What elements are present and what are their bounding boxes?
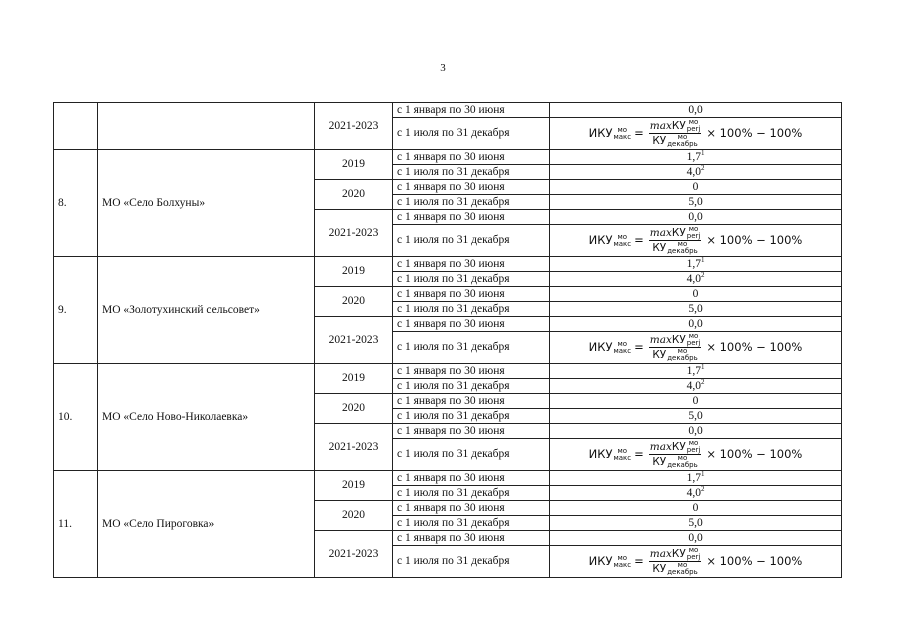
index-value: 5,0 bbox=[688, 302, 703, 315]
value-cell bbox=[550, 546, 842, 578]
formula-symbol-main: КУ bbox=[671, 120, 686, 132]
formula-symbol bbox=[650, 226, 701, 240]
formula-tail: × 100% − 100% bbox=[706, 340, 803, 354]
formula-symbol-main: КУ bbox=[671, 334, 686, 346]
index-value: 0,0 bbox=[688, 531, 703, 544]
index-value: 1,7 bbox=[686, 471, 701, 484]
formula-numerator bbox=[649, 333, 702, 347]
formula-superscript: мо bbox=[677, 240, 688, 248]
value-cell bbox=[550, 103, 842, 118]
tariff-index-table bbox=[53, 102, 842, 578]
formula-denominator bbox=[652, 134, 697, 148]
table-body bbox=[54, 103, 842, 578]
formula-indices bbox=[667, 241, 698, 255]
period-cell: с 1 июля по 31 декабря bbox=[393, 165, 550, 180]
formula-fraction bbox=[649, 547, 702, 576]
value-cell bbox=[550, 210, 842, 225]
footnote-ref: 2 bbox=[700, 378, 705, 386]
index-formula bbox=[589, 226, 803, 255]
formula-tail: × 100% − 100% bbox=[706, 447, 803, 461]
formula-subscript: perj bbox=[686, 446, 701, 454]
period-cell: с 1 июля по 31 декабря bbox=[393, 486, 550, 501]
year-cell: 2019 bbox=[315, 364, 393, 394]
table-row bbox=[54, 471, 842, 486]
formula-equals: = bbox=[634, 447, 644, 461]
formula-indices bbox=[613, 234, 631, 248]
formula-indices bbox=[613, 127, 631, 141]
formula-subscript: декабрь bbox=[667, 568, 698, 576]
value-cell bbox=[550, 195, 842, 210]
formula-max: max bbox=[649, 120, 672, 132]
index-formula bbox=[589, 333, 803, 362]
value-cell bbox=[550, 257, 842, 272]
formula-indices bbox=[613, 555, 631, 569]
period-cell: с 1 января по 30 июня bbox=[393, 471, 550, 486]
formula-symbol bbox=[652, 455, 697, 469]
formula-symbol bbox=[589, 555, 631, 569]
year-cell: 2020 bbox=[315, 501, 393, 531]
formula-subscript: perj bbox=[686, 232, 701, 240]
formula-numerator bbox=[649, 226, 702, 240]
period-cell: с 1 января по 30 июня bbox=[393, 103, 550, 118]
period-cell: с 1 января по 30 июня bbox=[393, 531, 550, 546]
year-cell: 2021-2023 bbox=[315, 424, 393, 471]
number-cell: 11. bbox=[54, 471, 98, 578]
formula-symbol bbox=[589, 448, 631, 462]
year-cell: 2021-2023 bbox=[315, 210, 393, 257]
period-cell: с 1 января по 30 июня bbox=[393, 150, 550, 165]
value-cell bbox=[550, 150, 842, 165]
index-value: 4,0 bbox=[686, 165, 701, 178]
index-value: 4,0 bbox=[686, 486, 701, 499]
formula-symbol bbox=[652, 134, 697, 148]
number-cell: 10. bbox=[54, 364, 98, 471]
formula-indices bbox=[667, 562, 698, 576]
formula-denominator bbox=[652, 455, 697, 469]
formula-superscript: мо bbox=[688, 546, 699, 554]
index-value: 0 bbox=[692, 394, 699, 407]
formula-symbol-main: ИКУ bbox=[588, 233, 613, 247]
formula-superscript: мо bbox=[688, 439, 699, 447]
period-cell: с 1 января по 30 июня bbox=[393, 317, 550, 332]
index-value: 0,0 bbox=[688, 103, 703, 116]
formula-indices bbox=[687, 333, 701, 347]
formula-indices bbox=[687, 547, 701, 561]
footnote-ref: 2 bbox=[700, 271, 705, 279]
index-value: 0,0 bbox=[688, 424, 703, 437]
year-cell: 2021-2023 bbox=[315, 531, 393, 578]
index-formula bbox=[589, 440, 803, 469]
value-cell bbox=[550, 439, 842, 471]
year-cell: 2021-2023 bbox=[315, 103, 393, 150]
municipality-cell: МО «Село Ново-Николаевка» bbox=[98, 364, 315, 471]
value-cell bbox=[550, 471, 842, 486]
period-cell: с 1 июля по 31 декабря bbox=[393, 272, 550, 287]
formula-superscript: мо bbox=[688, 225, 699, 233]
formula-indices bbox=[613, 341, 631, 355]
formula-equals: = bbox=[634, 233, 644, 247]
formula-symbol bbox=[589, 234, 631, 248]
value-cell bbox=[550, 165, 842, 180]
index-value: 5,0 bbox=[688, 195, 703, 208]
municipality-cell: МО «Село Болхуны» bbox=[98, 150, 315, 257]
index-value: 4,0 bbox=[686, 272, 701, 285]
formula-indices bbox=[687, 119, 701, 133]
municipality-cell: МО «Село Пироговка» bbox=[98, 471, 315, 578]
period-cell: с 1 июля по 31 декабря bbox=[393, 225, 550, 257]
value-cell bbox=[550, 486, 842, 501]
formula-tail: × 100% − 100% bbox=[706, 554, 803, 568]
formula-superscript: мо bbox=[617, 553, 628, 562]
formula-symbol bbox=[650, 547, 701, 561]
formula-subscript: декабрь bbox=[667, 461, 698, 469]
formula-superscript: мо bbox=[688, 332, 699, 340]
index-value: 0 bbox=[692, 180, 699, 193]
formula-subscript: perj bbox=[686, 125, 701, 133]
formula-symbol-main: КУ bbox=[671, 548, 686, 560]
formula-symbol-main: КУ bbox=[652, 242, 667, 254]
index-value: 0,0 bbox=[688, 317, 703, 330]
period-cell: с 1 июля по 31 декабря bbox=[393, 118, 550, 150]
period-cell: с 1 января по 30 июня bbox=[393, 210, 550, 225]
formula-tail: × 100% − 100% bbox=[706, 126, 803, 140]
year-cell: 2020 bbox=[315, 180, 393, 210]
formula-superscript: мо bbox=[677, 133, 688, 141]
value-cell bbox=[550, 409, 842, 424]
formula-subscript: макс bbox=[613, 453, 632, 462]
formula-subscript: декабрь bbox=[667, 140, 698, 148]
period-cell: с 1 января по 30 июня bbox=[393, 424, 550, 439]
formula-symbol bbox=[652, 241, 697, 255]
formula-symbol-main: ИКУ bbox=[588, 126, 613, 140]
value-cell bbox=[550, 379, 842, 394]
formula-denominator bbox=[652, 241, 697, 255]
formula-subscript: perj bbox=[686, 339, 701, 347]
period-cell: с 1 января по 30 июня bbox=[393, 364, 550, 379]
formula-symbol-main: КУ bbox=[671, 227, 686, 239]
formula-max: max bbox=[649, 548, 672, 560]
footnote-ref: 1 bbox=[700, 256, 705, 264]
value-cell bbox=[550, 317, 842, 332]
formula-symbol-main: КУ bbox=[652, 135, 667, 147]
index-value: 0,0 bbox=[688, 210, 703, 223]
formula-symbol-main: ИКУ bbox=[588, 554, 613, 568]
formula-subscript: декабрь bbox=[667, 354, 698, 362]
formula-denominator bbox=[652, 562, 697, 576]
formula-symbol-main: КУ bbox=[671, 441, 686, 453]
year-cell: 2020 bbox=[315, 394, 393, 424]
period-cell: с 1 июля по 31 декабря bbox=[393, 439, 550, 471]
formula-superscript: мо bbox=[677, 347, 688, 355]
formula-numerator bbox=[649, 440, 702, 454]
period-cell: с 1 июля по 31 декабря bbox=[393, 516, 550, 531]
formula-subscript: макс bbox=[613, 346, 632, 355]
value-cell bbox=[550, 501, 842, 516]
formula-subscript: perj bbox=[686, 553, 701, 561]
formula-numerator bbox=[649, 119, 702, 133]
table-row bbox=[54, 364, 842, 379]
index-value: 5,0 bbox=[688, 516, 703, 529]
index-value: 5,0 bbox=[688, 409, 703, 422]
value-cell bbox=[550, 287, 842, 302]
formula-fraction bbox=[649, 226, 702, 255]
number-cell: 8. bbox=[54, 150, 98, 257]
value-cell bbox=[550, 364, 842, 379]
formula-symbol-main: ИКУ bbox=[588, 340, 613, 354]
index-value: 1,7 bbox=[686, 364, 701, 377]
formula-superscript: мо bbox=[617, 446, 628, 455]
formula-max: max bbox=[649, 334, 672, 346]
formula-symbol-main: КУ bbox=[652, 563, 667, 575]
formula-equals: = bbox=[634, 554, 644, 568]
formula-indices bbox=[667, 134, 698, 148]
formula-symbol bbox=[652, 348, 697, 362]
period-cell: с 1 января по 30 июня bbox=[393, 287, 550, 302]
formula-subscript: декабрь bbox=[667, 247, 698, 255]
index-value: 1,7 bbox=[686, 150, 701, 163]
formula-superscript: мо bbox=[617, 125, 628, 134]
period-cell: с 1 июля по 31 декабря bbox=[393, 332, 550, 364]
value-cell bbox=[550, 272, 842, 287]
formula-superscript: мо bbox=[677, 454, 688, 462]
year-cell: 2019 bbox=[315, 257, 393, 287]
period-cell: с 1 января по 30 июня bbox=[393, 180, 550, 195]
period-cell: с 1 июля по 31 декабря bbox=[393, 302, 550, 317]
formula-denominator bbox=[652, 348, 697, 362]
formula-max: max bbox=[649, 227, 672, 239]
table-row bbox=[54, 103, 842, 118]
period-cell: с 1 июля по 31 декабря bbox=[393, 195, 550, 210]
formula-indices bbox=[687, 226, 701, 240]
index-formula bbox=[589, 119, 803, 148]
formula-indices bbox=[667, 455, 698, 469]
formula-superscript: мо bbox=[688, 118, 699, 126]
year-cell: 2021-2023 bbox=[315, 317, 393, 364]
formula-numerator bbox=[649, 547, 702, 561]
page-number: 3 bbox=[440, 62, 446, 74]
value-cell bbox=[550, 180, 842, 195]
year-cell: 2019 bbox=[315, 471, 393, 501]
year-cell: 2019 bbox=[315, 150, 393, 180]
municipality-cell: МО «Золотухинский сельсовет» bbox=[98, 257, 315, 364]
value-cell bbox=[550, 302, 842, 317]
municipality-cell bbox=[98, 103, 315, 150]
formula-symbol bbox=[589, 127, 631, 141]
value-cell bbox=[550, 118, 842, 150]
period-cell: с 1 января по 30 июня bbox=[393, 257, 550, 272]
period-cell: с 1 июля по 31 декабря bbox=[393, 409, 550, 424]
formula-symbol bbox=[650, 333, 701, 347]
formula-superscript: мо bbox=[617, 339, 628, 348]
footnote-ref: 1 bbox=[700, 470, 705, 478]
formula-subscript: макс bbox=[613, 132, 632, 141]
value-cell bbox=[550, 394, 842, 409]
index-formula bbox=[589, 547, 803, 576]
value-cell bbox=[550, 225, 842, 257]
formula-tail: × 100% − 100% bbox=[706, 233, 803, 247]
formula-symbol bbox=[589, 341, 631, 355]
footnote-ref: 2 bbox=[700, 485, 705, 493]
value-cell bbox=[550, 424, 842, 439]
formula-superscript: мо bbox=[617, 232, 628, 241]
formula-indices bbox=[613, 448, 631, 462]
number-cell: 9. bbox=[54, 257, 98, 364]
footnote-ref: 1 bbox=[700, 149, 705, 157]
formula-subscript: макс bbox=[613, 560, 632, 569]
table-row bbox=[54, 257, 842, 272]
formula-fraction bbox=[649, 440, 702, 469]
index-value: 4,0 bbox=[686, 379, 701, 392]
value-cell bbox=[550, 332, 842, 364]
formula-superscript: мо bbox=[677, 561, 688, 569]
formula-subscript: макс bbox=[613, 239, 632, 248]
formula-symbol bbox=[650, 440, 701, 454]
footnote-ref: 1 bbox=[700, 363, 705, 371]
index-value: 0 bbox=[692, 287, 699, 300]
formula-symbol bbox=[650, 119, 701, 133]
period-cell: с 1 июля по 31 декабря bbox=[393, 546, 550, 578]
year-cell: 2020 bbox=[315, 287, 393, 317]
value-cell bbox=[550, 516, 842, 531]
formula-indices bbox=[667, 348, 698, 362]
formula-equals: = bbox=[634, 340, 644, 354]
period-cell: с 1 января по 30 июня bbox=[393, 394, 550, 409]
formula-symbol-main: КУ bbox=[652, 456, 667, 468]
footnote-ref: 2 bbox=[700, 164, 705, 172]
period-cell: с 1 января по 30 июня bbox=[393, 501, 550, 516]
value-cell bbox=[550, 531, 842, 546]
table-row bbox=[54, 150, 842, 165]
formula-equals: = bbox=[634, 126, 644, 140]
formula-symbol bbox=[652, 562, 697, 576]
formula-fraction bbox=[649, 119, 702, 148]
formula-indices bbox=[687, 440, 701, 454]
index-value: 0 bbox=[692, 501, 699, 514]
index-value: 1,7 bbox=[686, 257, 701, 270]
period-cell: с 1 июля по 31 декабря bbox=[393, 379, 550, 394]
number-cell bbox=[54, 103, 98, 150]
formula-max: max bbox=[649, 441, 672, 453]
formula-symbol-main: ИКУ bbox=[588, 447, 613, 461]
formula-symbol-main: КУ bbox=[652, 349, 667, 361]
formula-fraction bbox=[649, 333, 702, 362]
